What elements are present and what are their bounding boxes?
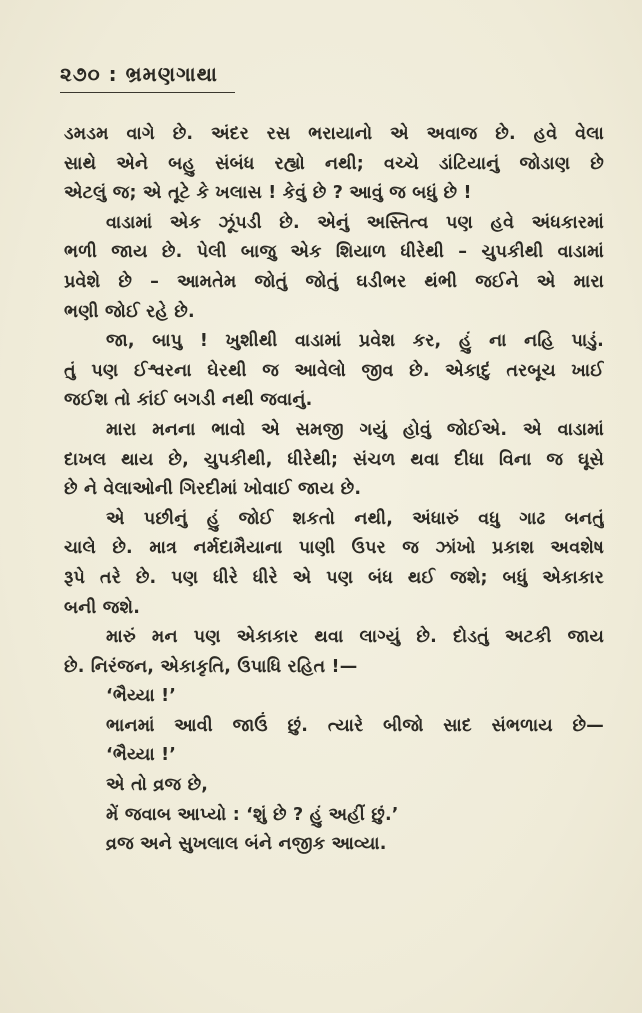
text-line: ભણી જોઈ રહે છે. — [64, 301, 195, 322]
running-header: ૨૭૦ : ભ્રમણગાથા — [60, 62, 218, 86]
text-line: પ્રવેશે છે – આમતેમ જોતું જોતું ઘડીભર થંભી જઈને એ મારા — [64, 271, 604, 292]
text-line: એટલું જ; એ તૂટે કે ખલાસ ! કેવું છે ? આવું જ બધું છે ! — [64, 183, 472, 204]
text-line: મેં જવાબ આપ્યો : ‘શું છે ? હું અહીં છું.’ — [106, 804, 399, 825]
text-line: સાથે એને બહુ સંબંધ રહ્યો નથી; વચ્ચે ડાંટિયાનું જોડાણ છે — [64, 153, 604, 174]
text-line: એ પછીનું હું જોઈ શકતો નથી, અંધારું વધુ ગાઢ બનતું — [106, 508, 604, 529]
text-line: ભાનમાં આવી જાઉં છું. ત્યારે બીજો સાદ સંભળાય છે— — [106, 715, 604, 736]
text-line: વાડામાં એક ઝૂંપડી છે. એનું અસ્તિત્વ પણ હવે અંધકારમાં — [106, 212, 604, 233]
text-line: મારું મન પણ એકાકાર થવા લાગ્યું છે. દોડતું અટકી જાય — [106, 627, 604, 648]
text-line: વ્રજ અને સુખલાલ બંને નજીક આવ્યા. — [106, 834, 387, 855]
text-line: મારા મનના ભાવો એ સમજી ગયું હોવું જોઈએ. એ વાડામાં — [106, 419, 604, 440]
body-text — [64, 120, 604, 860]
text-line: ‘ભૈય્યા !’ — [106, 745, 177, 766]
text-line: જા, બાપુ ! ખુશીથી વાડામાં પ્રવેશ કર, હું ના નહિ પાડું. — [106, 331, 604, 352]
text-line: તું પણ ઈશ્વરના ઘેરથી જ આવેલો જીવ છે. એકાદું તરબૂચ ખાઈ — [64, 360, 604, 381]
text-line: એ તો વ્રજ છે, — [106, 775, 209, 796]
text-line: ભળી જાય છે. પેલી બાજુ એક શિયાળ ધીરેથી – ચુપકીથી વાડામાં — [64, 242, 604, 263]
text-line: છે ને વેલાઓની ગિરદીમાં ખોવાઈ જાય છે. — [64, 479, 362, 500]
text-line: ‘ભૈય્યા !’ — [106, 686, 177, 707]
text-line: ચાલે છે. માત્ર નર્મદામૈયાના પાણી ઉપર જ ઝાંખો પ્રકાશ અવશેષ — [64, 538, 604, 559]
text-line: છે. નિરંજન, એકાકૃતિ, ઉપાધિ રહિત !— — [64, 656, 358, 677]
text-line: દાખલ થાય છે, ચુપકીથી, ધીરેથી; સંચળ થવા દીધા વિના જ ઘૂસે — [64, 449, 604, 470]
text-line: જઈશ તો કાંઈ બગડી નથી જવાનું. — [64, 390, 313, 411]
text-line: રૂપે તરે છે. પણ ધીરે ધીરે એ પણ બંધ થઈ જશે; બધું એકાકાર — [64, 567, 604, 588]
text-line: ડમડમ વાગે છે. અંદર રસ ભરાયાનો એ અવાજ છે. હવે વેલા — [64, 124, 604, 144]
header-underline — [60, 92, 235, 93]
text-line: બની જશે. — [64, 597, 141, 618]
